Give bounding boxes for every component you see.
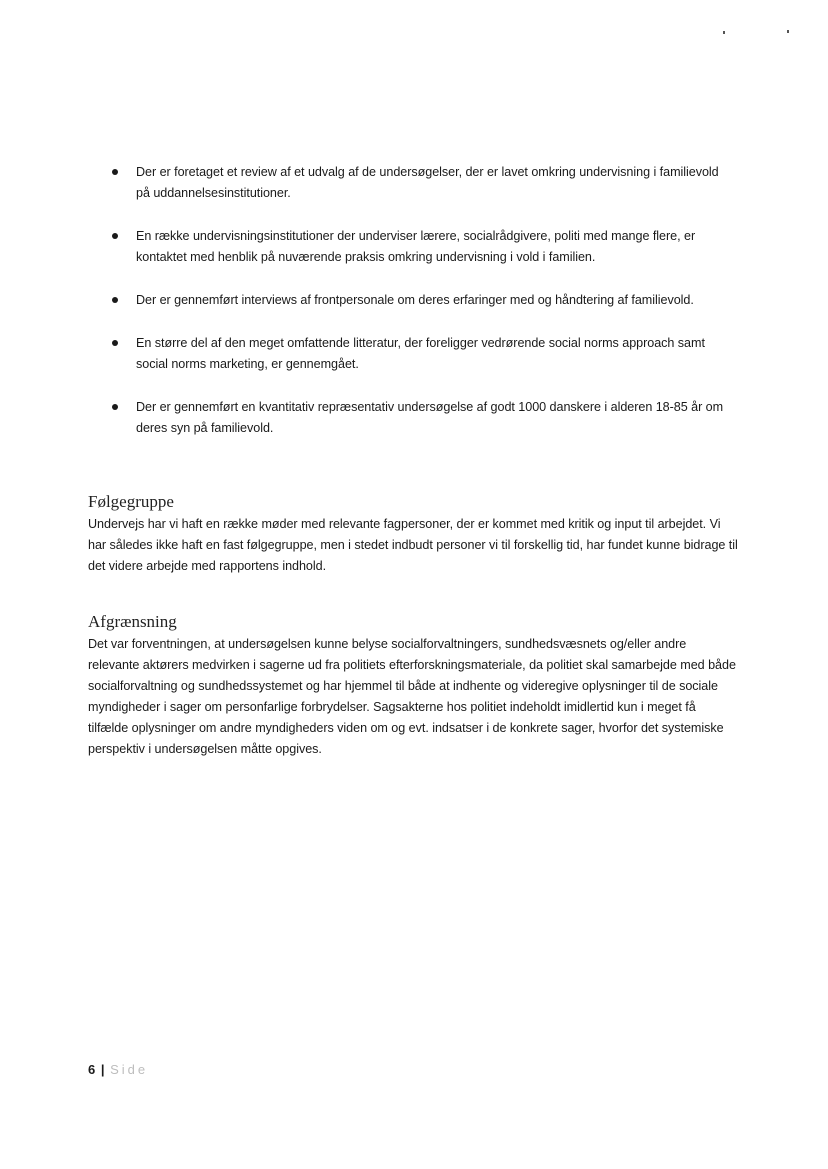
footer-separator: | [100,1062,105,1077]
bullet-text: En række undervisningsinstitutioner der underviser lærere, socialrådgivere, politi med mange flere, er kontaktet med henblik på nuværende praksis omkring undervisning i vold i familien. [136,229,696,264]
section-heading: Følgegruppe [88,492,174,511]
page-number: 6 [88,1062,96,1077]
bullet-item [108,333,728,375]
section-afgraensning [88,611,738,760]
section-body: Undervejs har vi haft en række møder med relevante fagpersoner, der er kommet med kritik og input til arbejdet. Vi har således ikke haft en fast følgegruppe, men i stedet indbudt personer vi til forskellig tid, har fundet kunne bidrage til det videre arbejde med rapportens indhold. [88,517,738,573]
section-folgegruppe [88,491,738,577]
bullet-text: En større del af den meget omfattende litteratur, der foreligger vedrørende social norms approach samt social norms marketing, er gennemgået. [136,336,705,371]
bullet-dot-icon [112,404,118,410]
section-body: Det var forventningen, at undersøgelsen kunne belyse socialforvaltningers, sundhedsvæsnets og/eller andre relevante aktørers medvirken i sagerne ud fra politiets efterforskningsmateriale, da politiet skal samarbejde med både socialforvaltning og sundhedssystemet og har hjemmel til både at indhente og videregive oplysninger til de sociale myndigheder i sager om personfarlige forbrydelser. Sagsakterne hos politiet indeholdt imidlertid kun i meget få tilfælde oplysninger om andre myndigheders viden om og evt. indsatser i de konkrete sager, hvorfor det systemiske perspektiv i undersøgelsen måtte opgives. [88,637,736,756]
bullet-text: Der er foretaget et review af et udvalg af de undersøgelser, der er lavet omkring undervisning i familievold på uddannelsesinstitutioner. [136,165,719,200]
bullet-dot-icon [112,233,118,239]
bullet-item [108,162,728,204]
bullet-item [108,290,728,311]
bullet-dot-icon [112,340,118,346]
bullet-text: Der er gennemført interviews af frontpersonale om deres erfaringer med og håndtering af familievold. [136,293,694,307]
bullet-item [108,226,728,268]
section-heading: Afgrænsning [88,612,177,631]
scan-artifact [787,30,789,33]
scan-artifact [723,31,725,34]
footer-label: Side [110,1062,149,1077]
page-footer [88,1061,148,1079]
method-bullet-list [108,162,728,461]
bullet-text: Der er gennemført en kvantitativ repræsentativ undersøgelse af godt 1000 danskere i alderen 18-85 år om deres syn på familievold. [136,400,724,435]
bullet-item [108,397,728,439]
bullet-dot-icon [112,297,118,303]
bullet-dot-icon [112,169,118,175]
